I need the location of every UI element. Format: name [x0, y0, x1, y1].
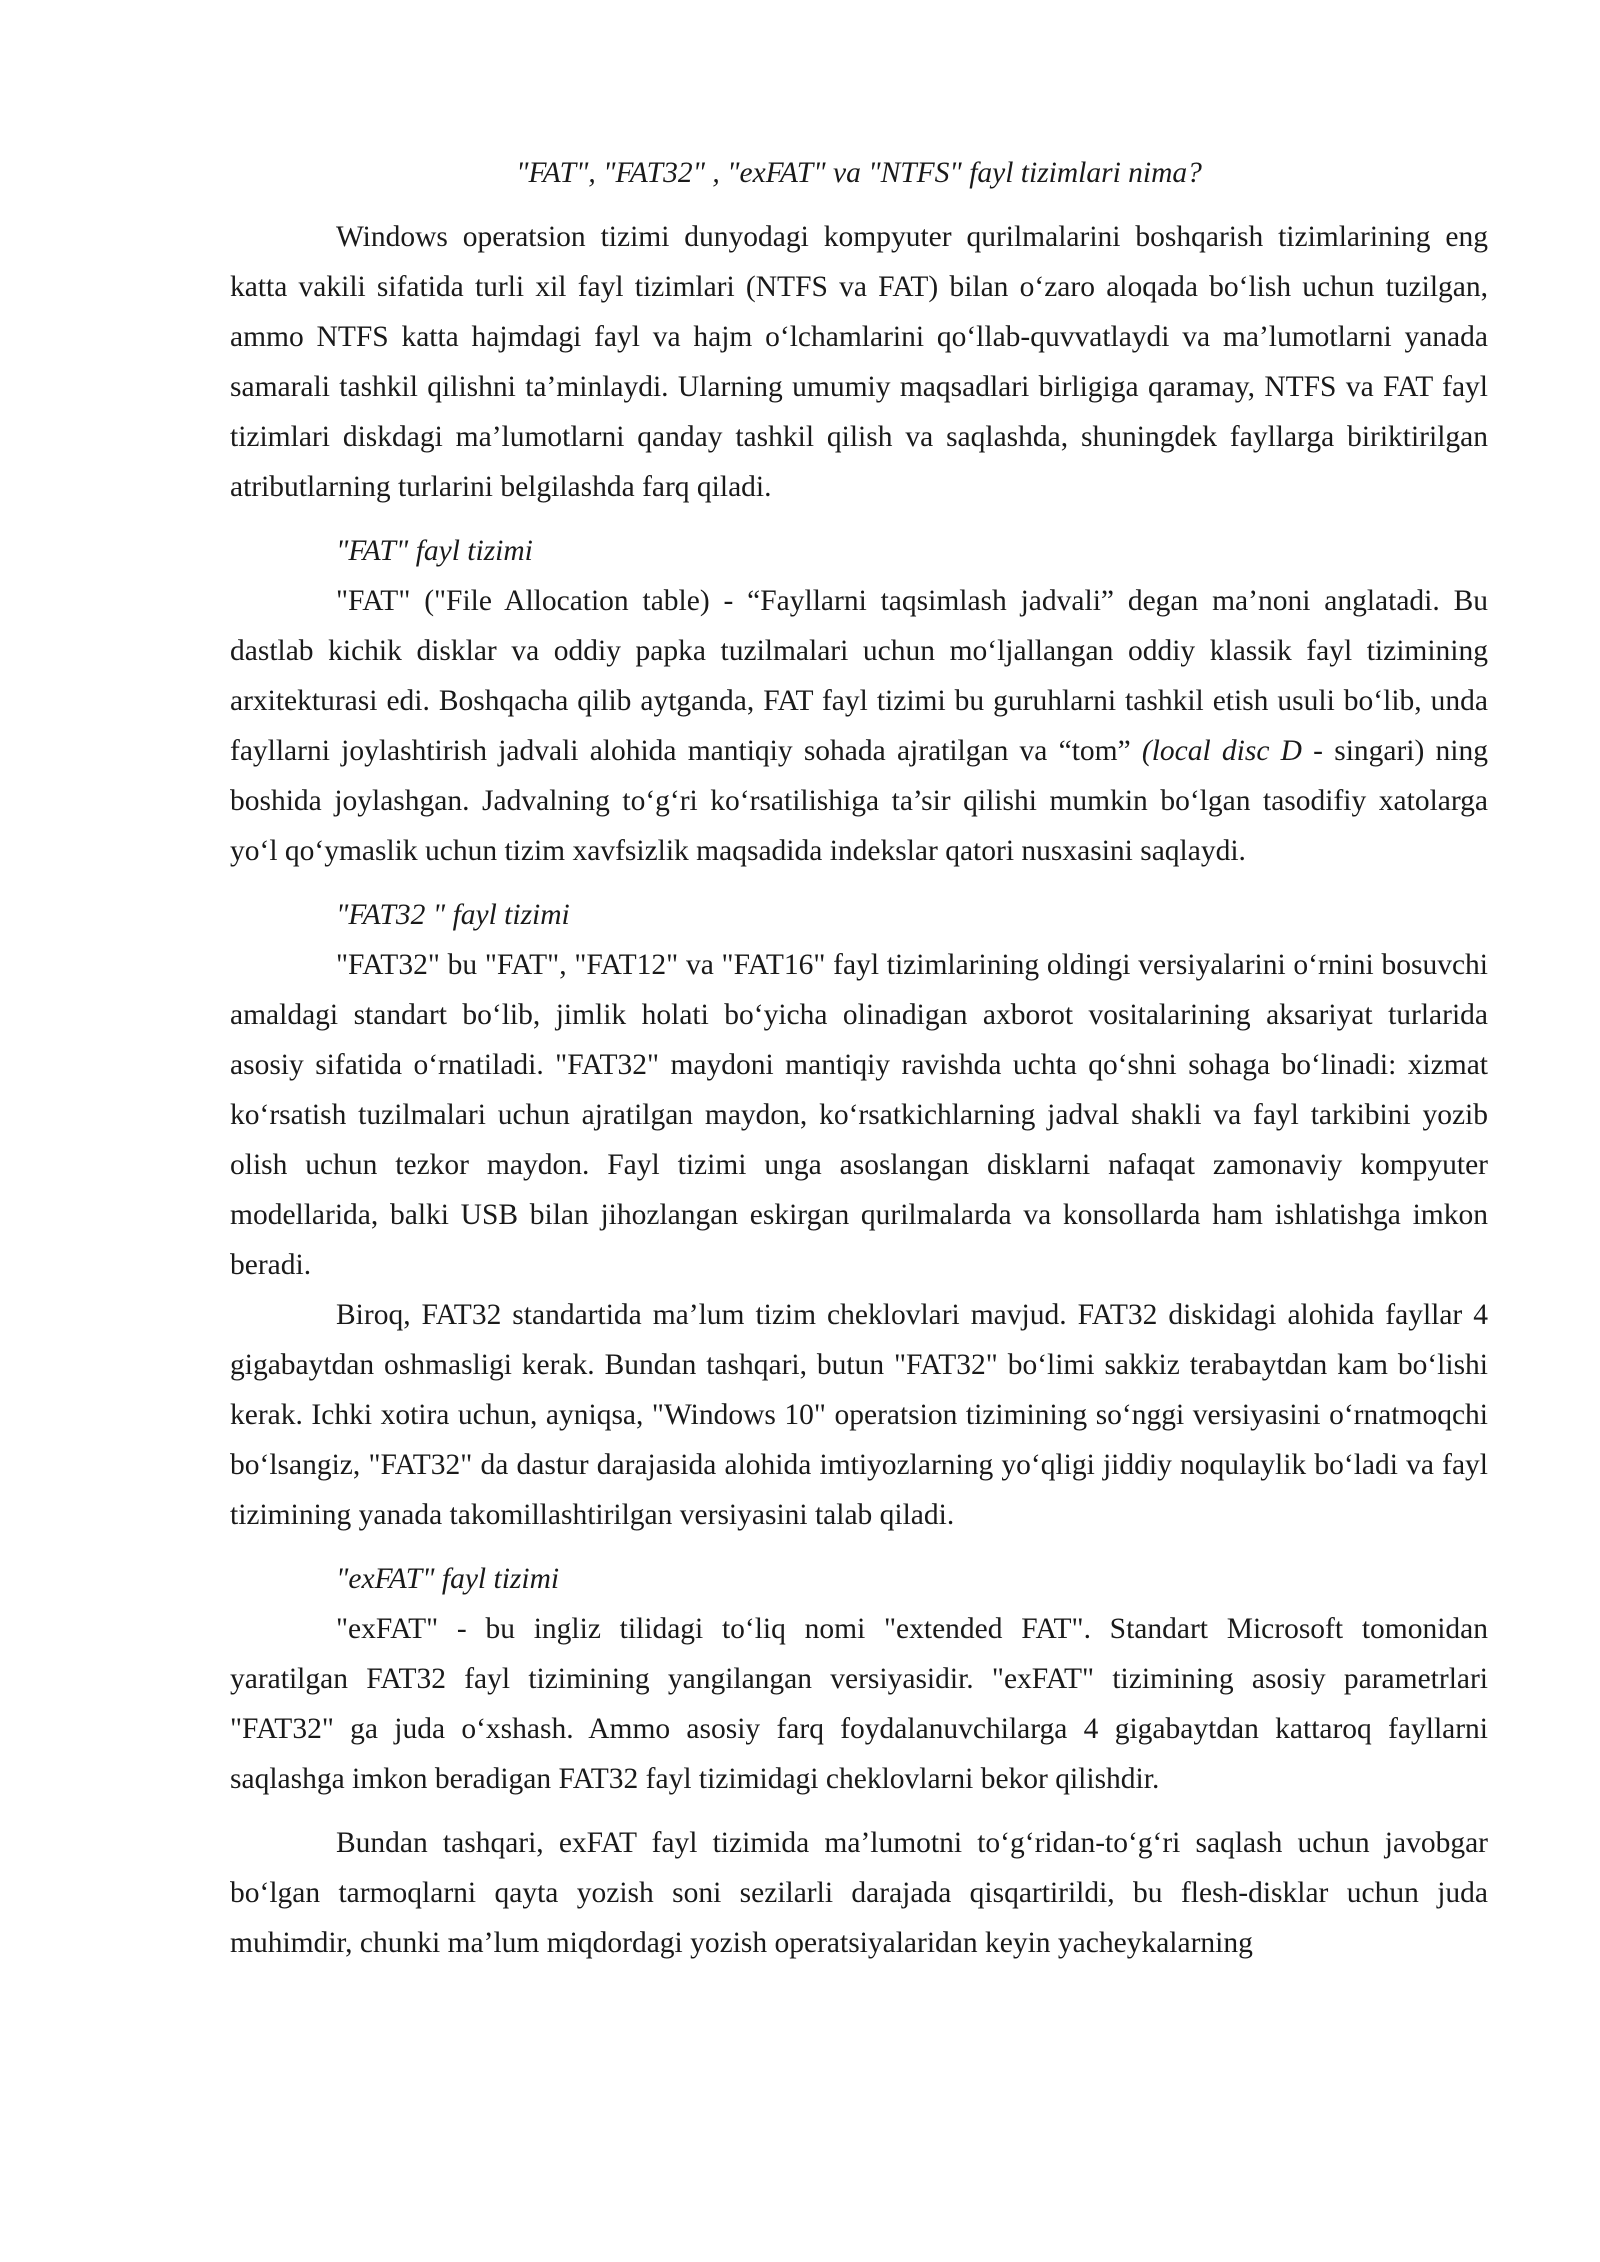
fat32-heading: "FAT32 " fayl tizimi [336, 899, 570, 931]
document-page [230, 148, 1488, 1968]
fat-paragraph [230, 576, 1488, 876]
document-title: "FAT", "FAT32" , "exFAT" va "NTFS" fayl tizimlari nima? [516, 157, 1202, 189]
exfat-heading: "exFAT" fayl tizimi [336, 1563, 560, 1595]
fat-heading: "FAT" fayl tizimi [336, 535, 533, 567]
fat32-paragraph-2: Biroq, FAT32 standartida ma’lum tizim cheklovlari mavjud. FAT32 diskidagi alohida fayllar 4 gigabaytdan oshmasligi kerak. Bundan tashqari, butun "FAT32" bo‘limi sakkiz terabaytdan kam bo‘lishi kerak. Ichki xotira uchun, ayniqsa, "Windows 10" operatsion tizimining so‘nggi versiyasini o‘rnatmoqchi bo‘lsangiz, "FAT32" da dastur darajasida alohida imtiyozlarning yo‘qligi jiddiy noqulaylik bo‘ladi va fayl tizimining yanada takomillashtirilgan versiyasini talab qiladi. [230, 1299, 1488, 1531]
fat-text-em: (local disc D [1141, 735, 1302, 767]
intro-paragraph: Windows operatsion tizimi dunyodagi kompyuter qurilmalarini boshqarish tizimlarining eng katta vakili sifatida turli xil fayl tizimlari (NTFS va FAT) bilan o‘zaro aloqada bo‘lish uchun tuzilgan, ammo NTFS katta hajmdagi fayl va hajm o‘lchamlarini qo‘llab-quvvatlaydi va ma’lumotlarni yanada samarali tashkil qilishni ta’minlaydi. Ularning umumiy maqsadlari birligiga qaramay, NTFS va FAT fayl tizimlari diskdagi ma’lumotlarni qanday tashkil qilish va saqlashda, shuningdek fayllarga biriktirilgan atributlarning turlarini belgilashda farq qiladi. [230, 221, 1488, 503]
fat-text-a: "FAT" ("File Allocation table) - “Fayllarni taqsimlash jadvali” degan ma’noni anglatadi. Bu dastlab kichik disklar va oddiy papka tuzilmalari uchun mo‘ljallangan oddiy klassik fayl tizimining arxitekturasi edi. Boshqacha qilib aytganda, FAT fayl tizimi bu guruhlarni tashkil etish usuli bo‘lib, unda fayllarni joylashtirish jadvali alohida mantiqiy sohada ajratilgan va “tom” [230, 585, 1488, 767]
fat32-paragraph-1: "FAT32" bu "FAT", "FAT12" va "FAT16" fayl tizimlarining oldingi versiyalarini o‘rnini bosuvchi amaldagi standart bo‘lib, jimlik holati bo‘yicha olinadigan axborot vositalarining aksariyat turlarida asosiy sifatida o‘rnatiladi. "FAT32" maydoni mantiqiy ravishda uchta qo‘shni sohaga bo‘linadi: xizmat ko‘rsatish tuzilmalari uchun ajratilgan maydon, ko‘rsatkichlarning jadval shakli va fayl tarkibini yozib olish uchun tezkor maydon. Fayl tizimi unga asoslangan disklarni nafaqat zamonaviy kompyuter modellarida, balki USB bilan jihozlangan eskirgan qurilmalarda va konsollarda ham ishlatishga imkon beradi. [230, 949, 1488, 1281]
exfat-paragraph-1: "exFAT" - bu ingliz tilidagi to‘liq nomi "extended FAT". Standart Microsoft tomonidan yaratilgan FAT32 fayl tizimining yangilangan versiyasidir. "exFAT" tizimining asosiy parametrlari "FAT32" ga juda o‘xshash. Ammo asosiy farq foydalanuvchilarga 4 gigabaytdan kattaroq fayllarni saqlashga imkon beradigan FAT32 fayl tizimidagi cheklovlarni bekor qilishdir. [230, 1613, 1488, 1795]
exfat-paragraph-2: Bundan tashqari, exFAT fayl tizimida ma’lumotni to‘g‘ridan-to‘g‘ri saqlash uchun javobgar bo‘lgan tarmoqlarni qayta yozish soni sezilarli darajada qisqartirildi, bu flesh-disklar uchun juda muhimdir, chunki ma’lum miqdordagi yozish operatsiyalaridan keyin yacheykalarning [230, 1827, 1488, 1959]
fat-text-b: - singari) ning boshida joylashgan. Jadvalning to‘g‘ri ko‘rsatilishiga ta’sir qilishi mumkin bo‘lgan tasodifiy xatolarga yo‘l qo‘ymaslik uchun tizim xavfsizlik maqsadida indekslar qatori nusxasini saqlaydi. [230, 735, 1488, 867]
